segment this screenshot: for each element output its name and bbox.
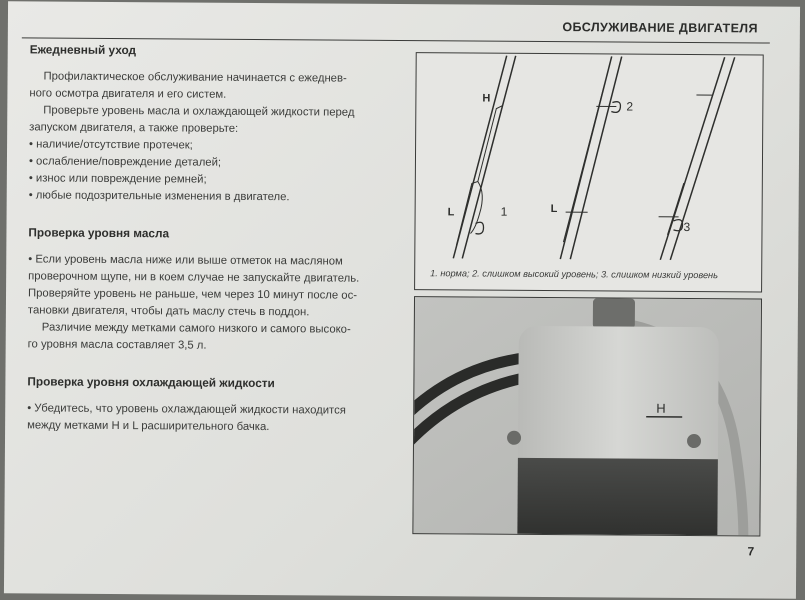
dipstick-too-low — [658, 57, 734, 261]
heading-coolant-check: Проверка уровня охлаждающей жидкости — [27, 374, 275, 391]
label-number-3: 3 — [683, 219, 691, 235]
text-line: Профилактическое обслуживание начинается с ежеднев- — [43, 70, 347, 85]
text-line: Различие между метками самого низкого и самого высоко- — [41, 321, 351, 336]
label-number-1: 1 — [500, 204, 508, 219]
label-l-2: L — [550, 203, 558, 216]
text-line: ного осмотра двигателя и его систем. — [29, 87, 227, 101]
manual-page — [4, 1, 800, 599]
text-line: тановки двигателя, чтобы дать маслу стечь в поддон. — [27, 304, 310, 319]
checklist-item: • наличие/отсутствие протечек; — [29, 138, 193, 152]
coolant-tank-photo — [412, 296, 762, 536]
dipstick-illustration — [415, 53, 763, 291]
dipstick-too-high — [560, 56, 621, 259]
text-line: Проверьте уровень масла и охлаждающей жидкости перед — [43, 104, 355, 119]
text-line: запуском двигателя, а также проверьте: — [29, 121, 239, 135]
checklist — [29, 136, 389, 207]
paragraph-oil-2 — [28, 319, 388, 356]
paragraph-coolant-1 — [27, 400, 387, 437]
paragraph-daily-1 — [29, 68, 389, 105]
text-line: проверочном щупе, ни в коем случае не запускайте двигатель. — [28, 270, 360, 285]
coolant-tank-illustration — [413, 297, 761, 535]
paragraph-oil-1 — [28, 251, 388, 322]
diagram-caption: 1. норма; 2. слишком высокий уровень; 3. слишком низкий уровень — [430, 268, 718, 281]
heading-daily-care: Ежедневный уход — [29, 42, 137, 58]
label-h: H — [482, 92, 491, 105]
text-line: между метками H и L расширительного бачка. — [27, 419, 270, 434]
text-column — [27, 39, 390, 437]
checklist-item: • износ или повреждение ремней; — [28, 172, 207, 186]
section-header-title: ОБСЛУЖИВАНИЕ ДВИГАТЕЛЯ — [562, 20, 758, 36]
text-line: • Если уровень масла ниже или выше отметок на масляном — [28, 253, 343, 268]
dipstick-normal — [453, 55, 515, 258]
text-line: • Убедитесь, что уровень охлаждающей жидкости находится — [27, 402, 346, 417]
text-line: Проверяйте уровень не раньше, чем через 10 минут после ос- — [27, 287, 358, 302]
label-l-1: L — [447, 206, 455, 219]
label-number-2: 2 — [626, 99, 634, 114]
checklist-item: • любые подозрительные изменения в двигателе. — [28, 189, 290, 204]
text-line: го уровня масла составляет 3,5 л. — [27, 338, 207, 352]
checklist-item: • ослабление/повреждение деталей; — [28, 155, 222, 169]
page-number: 7 — [747, 544, 755, 559]
heading-oil-check: Проверка уровня масла — [28, 225, 170, 241]
tank-mark-h: H — [656, 400, 666, 416]
paragraph-daily-2 — [29, 102, 389, 139]
dipstick-diagram — [414, 52, 764, 292]
